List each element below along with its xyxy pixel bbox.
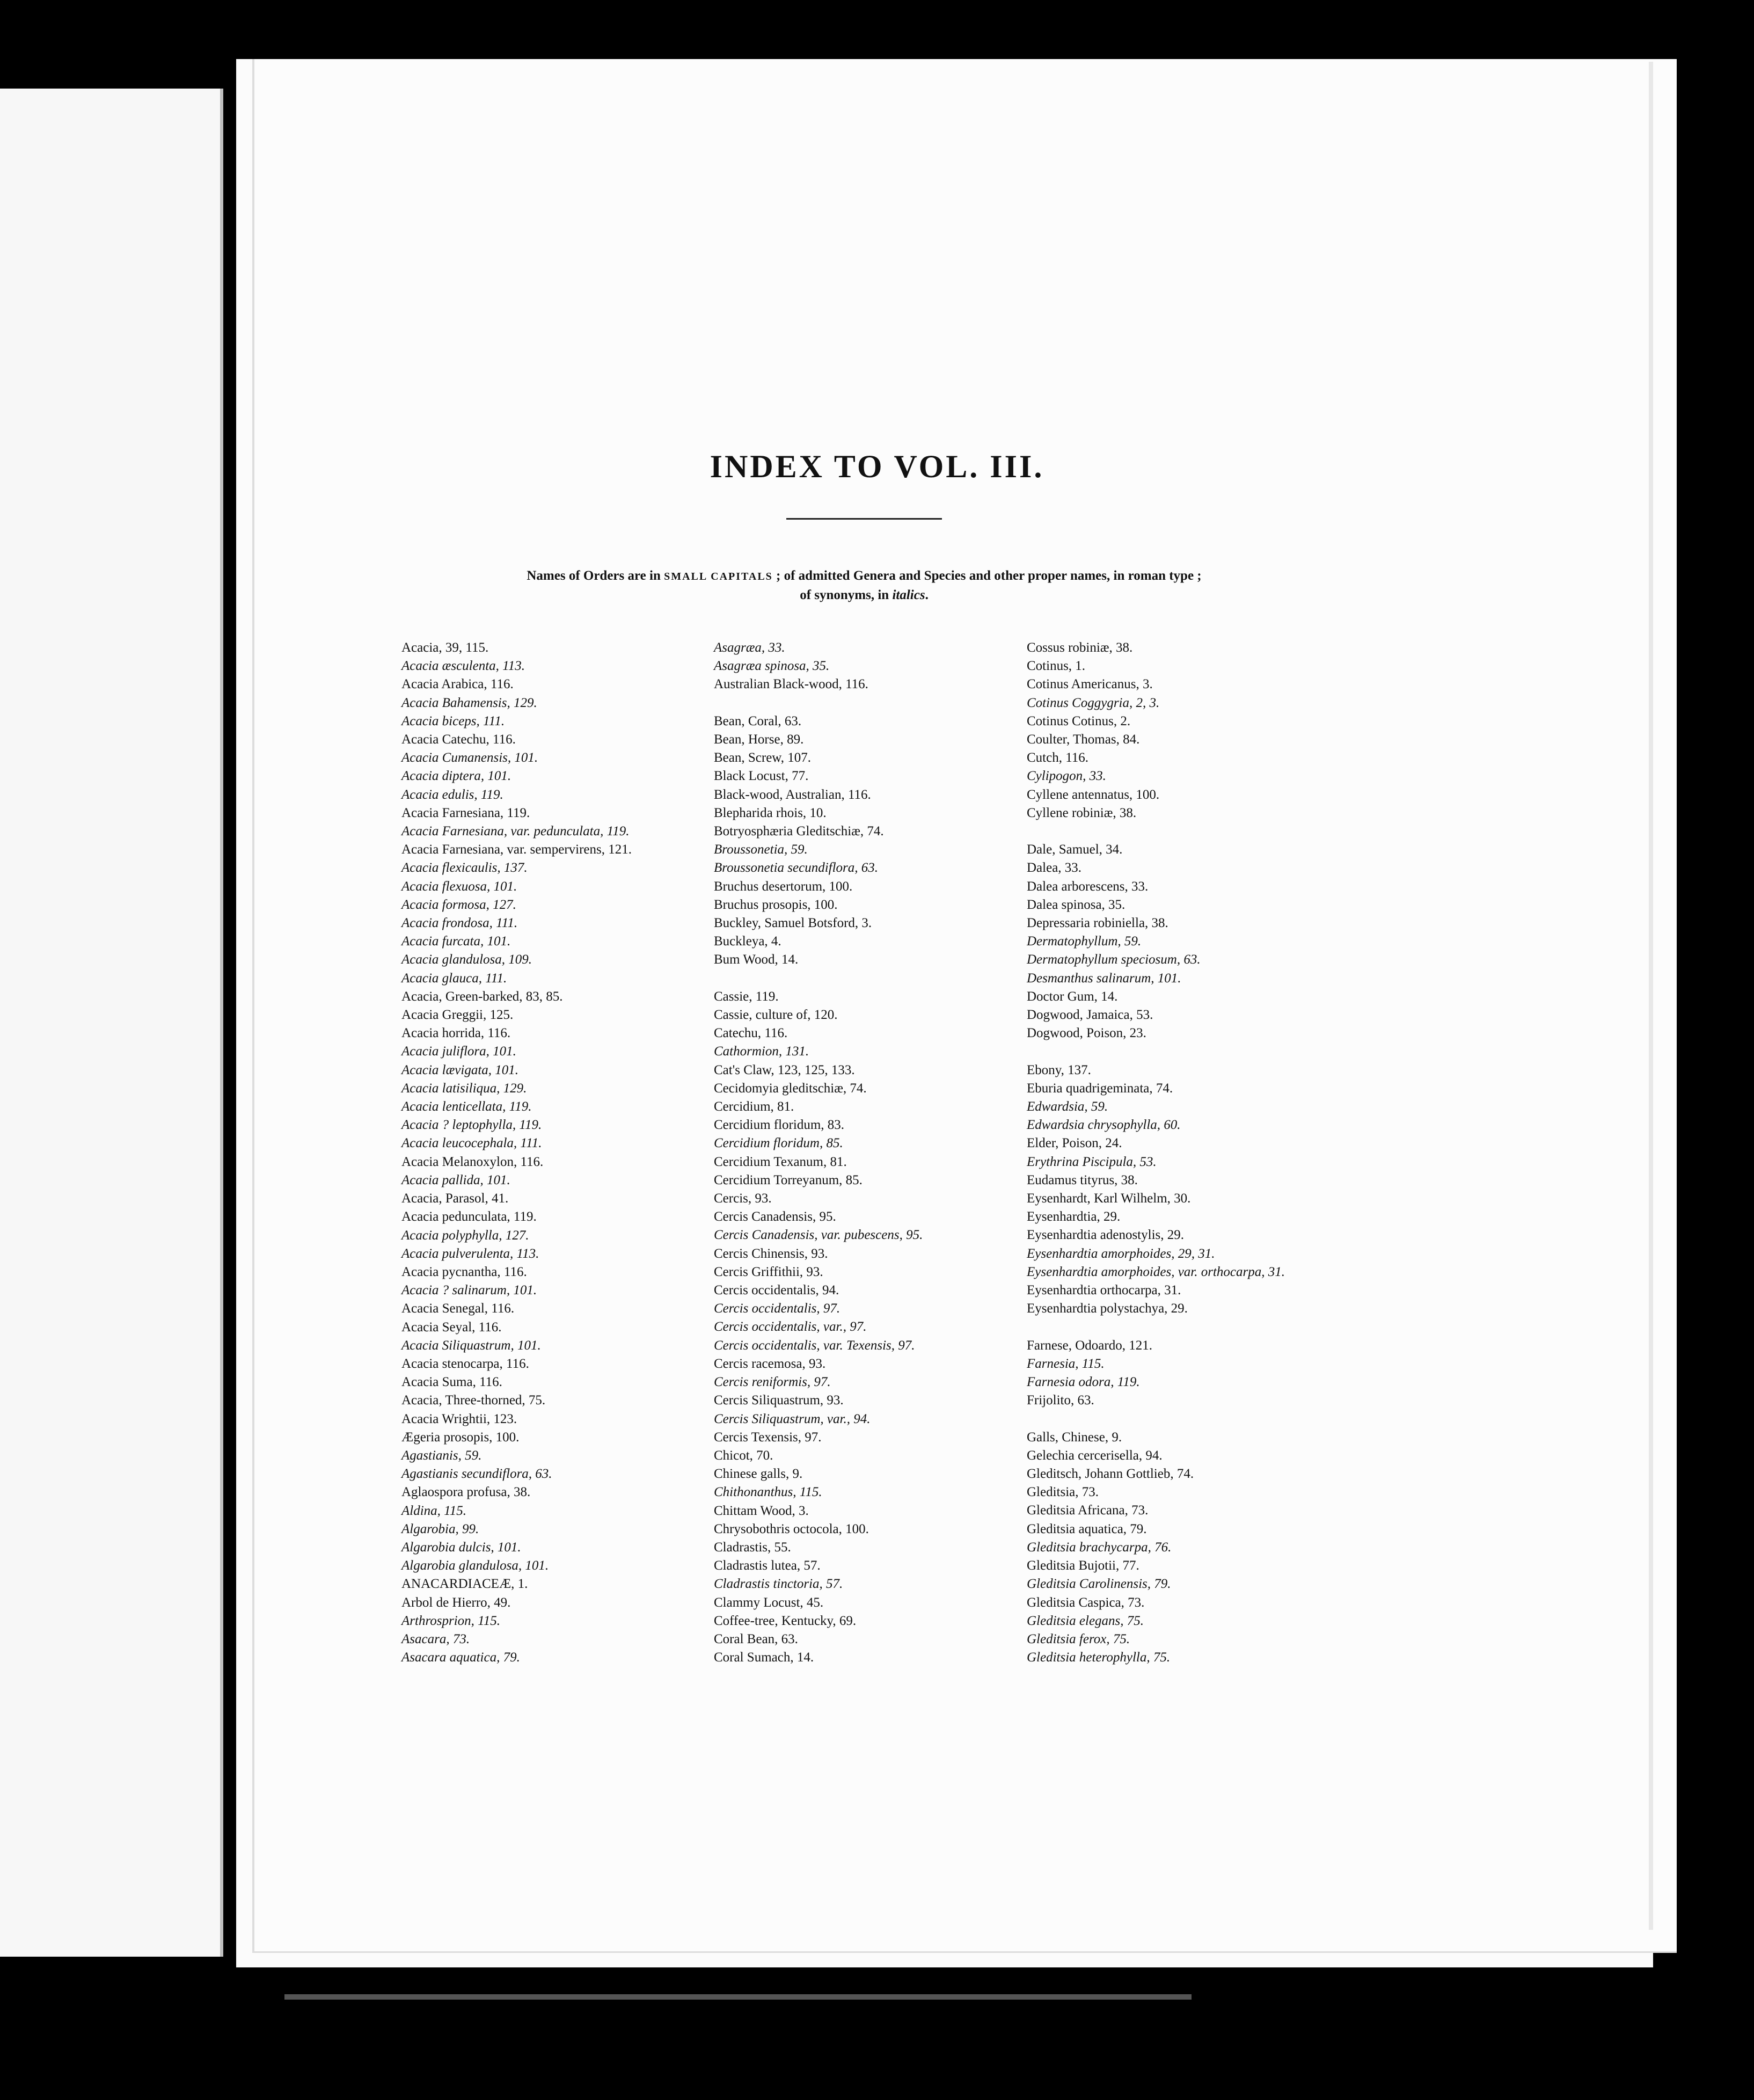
index-entry: Acacia lenticellata, 119. xyxy=(401,1099,532,1114)
index-entry: Gleditsia brachycarpa, 76. xyxy=(1027,1540,1172,1555)
index-entry: Acacia edulis, 119. xyxy=(401,787,503,802)
index-entry: Aglaospora profusa, 38. xyxy=(401,1485,531,1500)
index-entry: Acacia polyphylla, 127. xyxy=(401,1228,529,1243)
index-entry: Clammy Locust, 45. xyxy=(714,1595,824,1610)
index-entry: Cotinus Coggygria, 2, 3. xyxy=(1027,695,1160,710)
scan-smudge xyxy=(284,1994,1192,2000)
index-entry: Farnesia, 115. xyxy=(1027,1356,1105,1371)
index-entry: Acacia lævigata, 101. xyxy=(401,1062,519,1077)
index-note xyxy=(408,566,1320,606)
index-gap xyxy=(1027,822,1285,841)
index-entry: Elder, Poison, 24. xyxy=(1027,1136,1122,1151)
index-entry: Coral Sumach, 14. xyxy=(714,1650,814,1665)
index-entry: Eysenhardtia amorphoides, 29, 31. xyxy=(1027,1246,1215,1261)
index-entry: Bum Wood, 14. xyxy=(714,952,799,967)
index-entry: Acacia latisiliqua, 129. xyxy=(401,1081,527,1096)
index-entry: Bean, Screw, 107. xyxy=(714,750,811,765)
index-entry: Acacia Suma, 116. xyxy=(401,1375,502,1390)
index-entry: Asacara, 73. xyxy=(401,1631,470,1646)
facing-page-edge xyxy=(0,89,223,1957)
index-entry: Botryosphæria Gleditschiæ, 74. xyxy=(714,824,884,839)
index-entry: Algarobia glandulosa, 101. xyxy=(401,1558,549,1573)
index-entry: Ebony, 137. xyxy=(1027,1062,1091,1077)
index-entry: Acacia Seyal, 116. xyxy=(401,1319,502,1335)
index-entry: Eysenhardtia, 29. xyxy=(1027,1209,1121,1224)
index-entry: Cercis occidentalis, var. Texensis, 97. xyxy=(714,1338,915,1353)
index-entry: Dalea arborescens, 33. xyxy=(1027,879,1149,894)
index-entry: Cercidium Torreyanum, 85. xyxy=(714,1172,863,1187)
index-entry: Cercis Siliquastrum, 93. xyxy=(714,1393,844,1408)
index-entry: Doctor Gum, 14. xyxy=(1027,989,1118,1004)
index-entry: Acacia horrida, 116. xyxy=(401,1026,511,1041)
index-entry: Cercis Canadensis, 95. xyxy=(714,1209,836,1224)
index-entry: Acacia leucocephala, 111. xyxy=(401,1136,542,1151)
index-entry: Galls, Chinese, 9. xyxy=(1027,1430,1122,1445)
index-entry: Acacia Senegal, 116. xyxy=(401,1301,515,1316)
index-entry: Eysenhardt, Karl Wilhelm, 30. xyxy=(1027,1191,1191,1206)
index-entry: Dermatophyllum, 59. xyxy=(1027,934,1142,949)
index-entry: Acacia flexicaulis, 137. xyxy=(401,861,528,876)
index-entry: Cotinus Cotinus, 2. xyxy=(1027,713,1131,728)
index-entry: Acacia flexuosa, 101. xyxy=(401,879,517,894)
index-entry: Dermatophyllum speciosum, 63. xyxy=(1027,952,1201,967)
index-entry: Buckley, Samuel Botsford, 3. xyxy=(714,916,872,931)
note-part1: Names of Orders are in xyxy=(527,568,664,583)
index-entry: Eysenhardtia orthocarpa, 31. xyxy=(1027,1283,1181,1298)
index-entry: Eudamus tityrus, 38. xyxy=(1027,1172,1138,1187)
index-entry: ANACARDIACEÆ, 1. xyxy=(401,1577,528,1592)
index-entry: Acacia Farnesiana, var. pedunculata, 119. xyxy=(401,824,630,839)
index-entry: Cercis Griffithii, 93. xyxy=(714,1264,823,1279)
index-entry: Cecidomyia gleditschiæ, 74. xyxy=(714,1081,867,1096)
index-entry: Cercis racemosa, 93. xyxy=(714,1356,826,1371)
index-entry: Depressaria robiniella, 38. xyxy=(1027,916,1168,931)
index-entry: Acacia stenocarpa, 116. xyxy=(401,1356,529,1371)
index-entry: Acacia juliflora, 101. xyxy=(401,1044,516,1059)
index-entry: Catechu, 116. xyxy=(714,1026,788,1041)
index-entry: Aldina, 115. xyxy=(401,1503,467,1518)
index-entry: Cladrastis tinctoria, 57. xyxy=(714,1577,843,1592)
index-entry: Cassie, culture of, 120. xyxy=(714,1008,838,1023)
index-entry: Cercis occidentalis, var., 97. xyxy=(714,1319,867,1335)
index-entry: Dale, Samuel, 34. xyxy=(1027,842,1123,857)
index-entry: Acacia pallida, 101. xyxy=(401,1172,510,1187)
index-entry: Cyllene robiniæ, 38. xyxy=(1027,805,1137,820)
index-entry: Arbol de Hierro, 49. xyxy=(401,1595,511,1610)
note-part2: ; of admitted Genera and Species and other proper names, in roman type ; xyxy=(772,568,1202,583)
index-entry: Cercis Chinensis, 93. xyxy=(714,1246,828,1261)
index-entry: Agastianis secundiflora, 63. xyxy=(401,1467,552,1482)
index-entry: Cassie, 119. xyxy=(714,989,779,1004)
index-gap xyxy=(1027,1318,1285,1336)
index-entry: Coral Bean, 63. xyxy=(714,1631,798,1646)
index-entry: Acacia frondosa, 111. xyxy=(401,916,518,931)
index-entry: Blepharida rhois, 10. xyxy=(714,805,827,820)
index-entry: Cat's Claw, 123, 125, 133. xyxy=(714,1062,855,1077)
index-entry: Eburia quadrigeminata, 74. xyxy=(1027,1081,1173,1096)
page-title: INDEX TO VOL. III. xyxy=(710,449,1044,484)
index-entry: Cercidium floridum, 83. xyxy=(714,1118,845,1133)
index-entry: Cercis Texensis, 97. xyxy=(714,1430,822,1445)
index-entry: Cathormion, 131. xyxy=(714,1044,809,1059)
index-entry: Acacia biceps, 111. xyxy=(401,713,505,728)
index-entry: Chicot, 70. xyxy=(714,1448,773,1463)
note-italic-word: italics xyxy=(892,588,925,603)
index-entry: Cossus robiniæ, 38. xyxy=(1027,640,1133,655)
index-entry: Cercis occidentalis, 94. xyxy=(714,1283,839,1298)
index-entry: Asacara aquatica, 79. xyxy=(401,1650,520,1665)
note-part3: of synonyms, in xyxy=(800,588,893,603)
index-entry: Acacia Arabica, 116. xyxy=(401,677,514,692)
index-entry: Eysenhardtia polystachya, 29. xyxy=(1027,1301,1188,1316)
index-entry: Cercidium floridum, 85. xyxy=(714,1136,843,1151)
index-entry: Acacia formosa, 127. xyxy=(401,897,516,912)
index-entry: Cyllene antennatus, 100. xyxy=(1027,787,1160,802)
index-entry: Acacia, Green-barked, 83, 85. xyxy=(401,989,563,1004)
index-entry: Acacia diptera, 101. xyxy=(401,769,511,784)
index-entry: Gleditsia aquatica, 79. xyxy=(1027,1521,1147,1536)
index-entry: Acacia ? leptophylla, 119. xyxy=(401,1118,542,1133)
index-entry: Gelechia cercerisella, 94. xyxy=(1027,1448,1163,1463)
index-entry: Acacia æsculenta, 113. xyxy=(401,659,525,674)
index-column-3 xyxy=(1027,639,1285,1667)
index-entry: Cercis, 93. xyxy=(714,1191,772,1206)
page-edge-right xyxy=(1649,62,1653,1930)
index-entry: Arthrosprion, 115. xyxy=(401,1613,501,1628)
index-entry: Acacia Farnesiana, 119. xyxy=(401,805,530,820)
index-entry: Gleditsia Caspica, 73. xyxy=(1027,1595,1145,1610)
index-entry: Gleditsch, Johann Gottlieb, 74. xyxy=(1027,1467,1194,1482)
index-entry: Acacia pedunculata, 119. xyxy=(401,1209,537,1224)
index-entry: Cercis occidentalis, 97. xyxy=(714,1301,841,1316)
index-entry: Cladrastis lutea, 57. xyxy=(714,1558,821,1573)
note-part4: . xyxy=(925,588,929,603)
index-entry: Black-wood, Australian, 116. xyxy=(714,787,871,802)
index-entry: Bruchus prosopis, 100. xyxy=(714,897,838,912)
index-entry: Asagræa, 33. xyxy=(714,640,785,655)
index-entry: Gleditsia heterophylla, 75. xyxy=(1027,1650,1171,1665)
index-entry: Black Locust, 77. xyxy=(714,769,809,784)
index-entry: Acacia Farnesiana, var. sempervirens, 121. xyxy=(401,842,632,857)
index-entry: Acacia ? salinarum, 101. xyxy=(401,1283,537,1298)
title-rule xyxy=(786,518,942,520)
index-entry: Acacia Siliquastrum, 101. xyxy=(401,1338,541,1353)
index-column-1 xyxy=(401,639,632,1667)
index-entry: Cercis Canadensis, var. pubescens, 95. xyxy=(714,1228,923,1243)
index-entry: Cylipogon, 33. xyxy=(1027,769,1106,784)
index-entry: Acacia glandulosa, 109. xyxy=(401,952,532,967)
index-entry: Cotinus Americanus, 3. xyxy=(1027,677,1153,692)
index-entry: Cercis reniformis, 97. xyxy=(714,1375,831,1390)
index-entry: Gleditsia Carolinensis, 79. xyxy=(1027,1577,1171,1592)
index-entry: Eysenhardtia amorphoides, var. orthocarpa, 31. xyxy=(1027,1264,1285,1279)
index-entry: Buckleya, 4. xyxy=(714,934,781,949)
index-entry: Acacia furcata, 101. xyxy=(401,934,511,949)
index-entry: Acacia, 39, 115. xyxy=(401,640,489,655)
index-entry: Algarobia dulcis, 101. xyxy=(401,1540,521,1555)
index-entry: Chithonanthus, 115. xyxy=(714,1485,822,1500)
index-entry: Acacia, Parasol, 41. xyxy=(401,1191,509,1206)
index-entry: Cercidium, 81. xyxy=(714,1099,794,1114)
index-entry: Farnese, Odoardo, 121. xyxy=(1027,1338,1152,1353)
index-entry: Bruchus desertorum, 100. xyxy=(714,879,853,894)
index-entry: Algarobia, 99. xyxy=(401,1521,479,1536)
index-entry: Bean, Coral, 63. xyxy=(714,713,802,728)
index-entry: Gleditsia Bujotii, 77. xyxy=(1027,1558,1139,1573)
index-entry: Coulter, Thomas, 84. xyxy=(1027,732,1140,747)
index-entry: Cercidium Texanum, 81. xyxy=(714,1154,847,1169)
index-entry: Gleditsia ferox, 75. xyxy=(1027,1631,1130,1646)
index-entry: Agastianis, 59. xyxy=(401,1448,482,1463)
index-entry: Desmanthus salinarum, 101. xyxy=(1027,971,1181,986)
index-entry: Dogwood, Jamaica, 53. xyxy=(1027,1008,1153,1023)
index-entry: Acacia pulverulenta, 113. xyxy=(401,1246,539,1261)
index-entry: Acacia Cumanensis, 101. xyxy=(401,750,538,765)
index-entry: Acacia Greggii, 125. xyxy=(401,1008,514,1023)
index-gap xyxy=(1027,1410,1285,1428)
index-entry: Cotinus, 1. xyxy=(1027,659,1086,674)
index-gap xyxy=(714,694,923,712)
index-entry: Dogwood, Poison, 23. xyxy=(1027,1026,1146,1041)
index-entry: Chrysobothris octocola, 100. xyxy=(714,1521,869,1536)
index-entry: Acacia Wrightii, 123. xyxy=(401,1411,517,1426)
index-entry: Cutch, 116. xyxy=(1027,750,1089,765)
index-entry: Cercis Siliquastrum, var., 94. xyxy=(714,1411,871,1426)
index-entry: Edwardsia, 59. xyxy=(1027,1099,1108,1114)
note-small-caps: SMALL CAPITALS xyxy=(664,571,773,582)
index-entry: Coffee-tree, Kentucky, 69. xyxy=(714,1613,857,1628)
index-gap xyxy=(714,969,923,988)
index-gap xyxy=(1027,1042,1285,1061)
index-entry: Edwardsia chrysophylla, 60. xyxy=(1027,1118,1181,1133)
index-entry: Bean, Horse, 89. xyxy=(714,732,804,747)
index-entry: Dalea, 33. xyxy=(1027,861,1082,876)
index-entry: Frijolito, 63. xyxy=(1027,1393,1094,1408)
index-entry: Acacia Catechu, 116. xyxy=(401,732,516,747)
index-entry: Gleditsia, 73. xyxy=(1027,1485,1099,1500)
index-entry: Chinese galls, 9. xyxy=(714,1467,803,1482)
index-entry: Acacia glauca, 111. xyxy=(401,971,507,986)
index-entry: Eysenhardtia adenostylis, 29. xyxy=(1027,1228,1184,1243)
index-entry: Broussonetia secundiflora, 63. xyxy=(714,861,879,876)
index-entry: Farnesia odora, 119. xyxy=(1027,1375,1140,1390)
index-entry: Australian Black-wood, 116. xyxy=(714,677,868,692)
index-entry: Chittam Wood, 3. xyxy=(714,1503,809,1518)
index-entry: Gleditsia Africana, 73. xyxy=(1027,1503,1149,1518)
index-entry: Acacia Melanoxylon, 116. xyxy=(401,1154,544,1169)
index-entry: Acacia, Three-thorned, 75. xyxy=(401,1393,546,1408)
index-entry: Cladrastis, 55. xyxy=(714,1540,791,1555)
index-entry: Broussonetia, 59. xyxy=(714,842,808,857)
index-entry: Acacia Bahamensis, 129. xyxy=(401,695,537,710)
index-entry: Ægeria prosopis, 100. xyxy=(401,1430,520,1445)
index-column-2 xyxy=(714,639,923,1667)
index-entry: Gleditsia elegans, 75. xyxy=(1027,1613,1144,1628)
index-entry: Dalea spinosa, 35. xyxy=(1027,897,1126,912)
index-entry: Acacia pycnantha, 116. xyxy=(401,1264,527,1279)
index-entry: Erythrina Piscipula, 53. xyxy=(1027,1154,1157,1169)
index-entry: Asagræa spinosa, 35. xyxy=(714,659,830,674)
